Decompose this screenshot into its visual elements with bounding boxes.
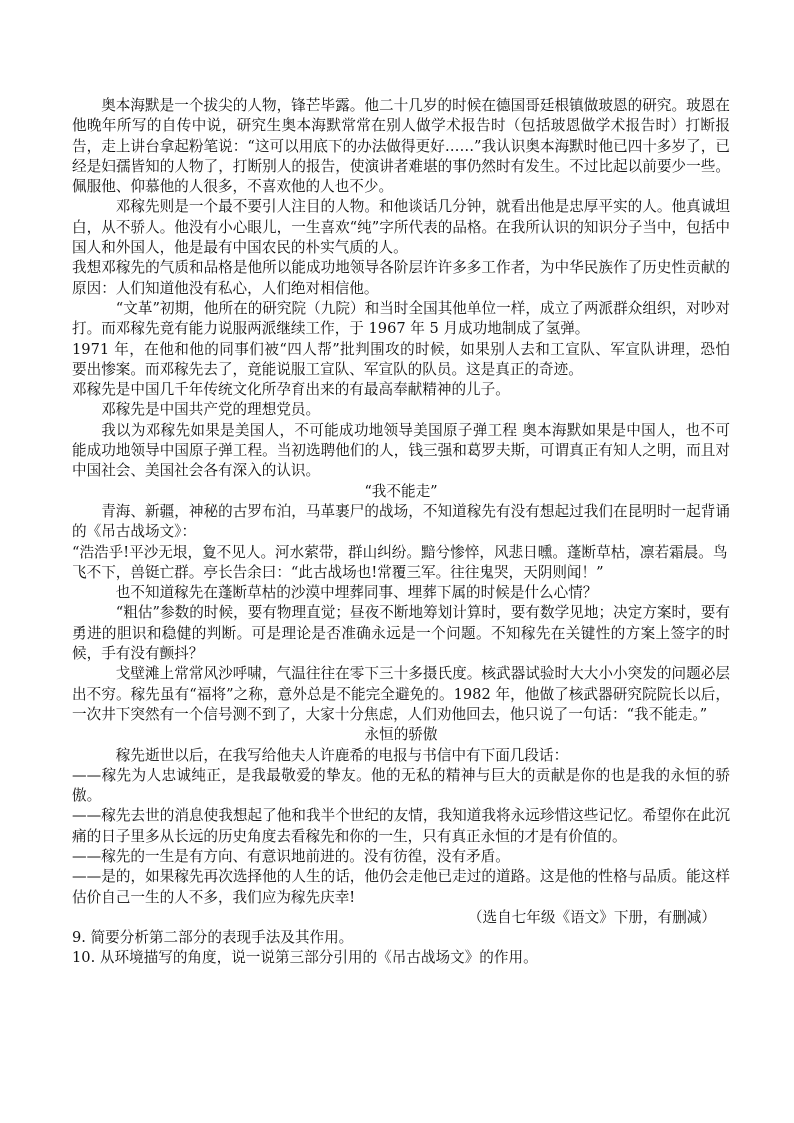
- paragraph-estimation: “粗估”参数的时候，要有物理直觉；昼夜不断地筹划计算时，要有数学见地；决定方案时，要有勇进的胆识和稳健的判断。可是理论是否准确永远是一个问题。不知稼先在关键性的方案上签字的时候，手有没有颤抖？: [72, 604, 730, 663]
- paragraph-gobi: 戈壁滩上常常风沙呼啸，气温往往在零下三十多摄氏度。核武器试验时大大小小突发的问题必层出不穷。稼先虽有“福将”之称，意外总是不能完全避免的。1982 年，他做了核武器研究院院长以后，一次井下突然有一个信号测不到了，大家十分焦虑，人们劝他回去，他只说了一句话：“我不能走。”: [72, 665, 730, 723]
- paragraph-dedication: 邓稼先是中国几千年传统文化所孕育出来的有最高奉献精神的儿子。: [72, 381, 510, 399]
- letter-line-3: ——稼先的一生是有方向、有意识地前进的。没有彷徨，没有矛盾。: [72, 847, 510, 865]
- paragraph-lop-nur: 青海、新疆，神秘的古罗布泊，马革裹尸的战场，不知道稼先有没有想起过我们在昆明时一起背诵的《吊古战场文》：: [72, 502, 730, 541]
- letter-line-2: ——稼先去世的消息使我想起了他和我半个世纪的友情，我知道我将永远珍惜这些记忆。希望你在此沉痛的日子里多从长远的历史角度去看稼先和你的一生，只有真正永恒的才是有价值的。: [72, 807, 730, 845]
- question-9: 9. 简要分析第二部分的表现手法及其作用。: [72, 929, 354, 947]
- paragraph-cultural-revolution: “文革”初期，他所在的研究院（九院）和当时全国其他单位一样，成立了两派群众组织，对吵对打。而邓稼先竟有能力说服两派继续工作，于 1967 年 5 月成功地制成了氢弹。: [72, 299, 730, 338]
- source-note: （选自七年级《语文》下册，有删减）: [467, 908, 716, 926]
- paragraph-comparison: 我以为邓稼先如果是美国人，不可能成功地领导美国原子弹工程 奥本海默如果是中国人，也不可能成功地领导中国原子弹工程。当初选聘他们的人，钱三强和葛罗夫斯，可谓真正有知人之明，而且对中国社会、美国社会各有深入的认识。: [72, 421, 730, 480]
- letter-line-4: ——是的，如果稼先再次选择他的人生的话，他仍会走他已走过的道路。这是他的性格与品质。能这样估价自己一生的人不多，我们应为稼先庆幸!: [72, 868, 730, 906]
- letter-line-1: ——稼先为人忠诚纯正，是我最敬爱的挚友。他的无私的精神与巨大的贡献是你的也是我的永恒的骄傲。: [72, 766, 730, 805]
- paragraph-burial: 也不知道稼先在蓬断草枯的沙漠中埋葬同事、埋葬下属的时候是什么心情？: [115, 584, 598, 602]
- quote-diao-gu-zhan-chang: “浩浩乎!平沙无垠，夐不见人。河水萦带，群山纠纷。黯兮惨悴，风悲日曛。蓬断草枯，凛若霜晨。鸟飞不下，兽铤亡群。亭长告余曰：“此古战场也!常覆三军。往往鬼哭，天阴则闻！”: [72, 543, 728, 581]
- question-10: 10. 从环境描写的角度，说一说第三部分引用的《吊古战场文》的作用。: [72, 949, 538, 967]
- section-heading-eternal-pride: 永恒的骄傲: [364, 726, 438, 744]
- section-heading-cannot-leave: “我不能走”: [364, 482, 438, 500]
- paragraph-telegram-intro: 稼先逝世以后，在我写给他夫人许鹿希的电报与书信中有下面几段话：: [115, 746, 569, 764]
- paragraph-1971: 1971 年，在他和他的同事们被“四人帮”批判围攻的时候，如果别人去和工宣队、军宣队讲理，恐怕 要出惨案。而邓稼先去了，竟能说服工宣队、军宣队的队员。这是真正的奇迹。: [72, 340, 730, 378]
- paragraph-deng-qualities: 我想邓稼先的气质和品格是他所以能成功地领导各阶层许许多多工作者，为中华民族作了历史性贡献的原因：人们知道他没有私心，人们绝对相信他。: [72, 259, 730, 297]
- paragraph-party-member: 邓稼先是中国共产党的理想党员。: [101, 401, 321, 419]
- paragraph-oppenheimer: 奥本海默是一个拔尖的人物，锋芒毕露。他二十几岁的时候在德国哥廷根镇做玻恩的研究。玻恩在他晚年所写的自传中说，研究生奥本海默常常在别人做学术报告时（包括玻恩做学术报告时）打断报告，走上讲台拿起粉笔说：“这可以用底下的办法做得更好……”我认识奥本海默时他已四十多岁了，已经是妇孺皆知的人物了，打断别人的报告，使演讲者难堪的事仍然时有发生。不过比起以前要少一些。佩服他、仰慕他的人很多，不喜欢他的人也不少。: [72, 97, 730, 196]
- paragraph-deng-character: 邓稼先则是一个最不要引人注目的人物。和他谈话几分钟，就看出他是忠厚平实的人。他真诚坦白，从不骄人。他没有小心眼儿，一生喜欢“纯”字所代表的品格。在我所认识的知识分子当中，包括中国人和外国人，他是最有中国农民的朴实气质的人。: [72, 198, 730, 257]
- document-body: [72, 96, 730, 969]
